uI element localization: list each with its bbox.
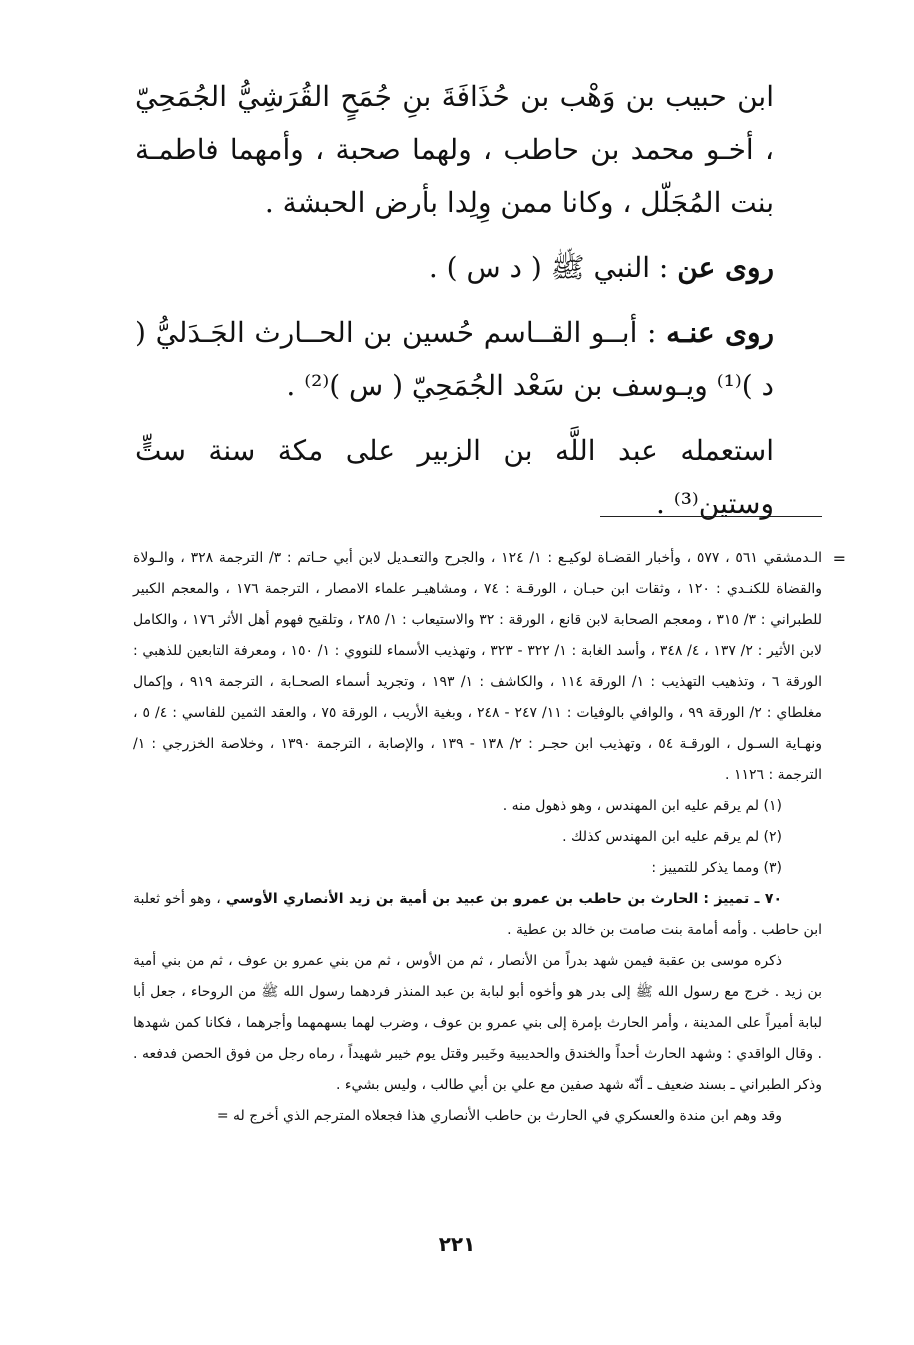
entry-head: الحارث بن حاطب بن عمرو بن عبيد بن أمية بن زيد الأنصاري الأوسي xyxy=(225,891,699,907)
entry-paragraph-2: ذكره موسى بن عقبة فيمن شهد بدراً من الأنصار ، ثم من الأوس ، ثم من بني عمرو بن عوف ، ثم من بني أمية بن زيد . خرج مع رسول الله ﷺ إلى بدر هو وأخوه أبو لبابة بن عبد المنذر فردهما رسول الله ﷺ من الروحاء ، جعل أبا لبابة أميراً على المدينة ، وأمر الحارث بإمرة إلى بني عمرو بن عوف ، وضرب لهما بسهمهما وأجرهما ، فكانا كمن شهدها . وقال الواقدي : وشهد الحارث أحداً والخندق والحديبية وخَيبر وقتل يوم خيبر شهيداً ، رماه رجل من فوق الحصن فدفعه . وذكر الطبراني ـ بسند ضعيف ـ أنّه شهد صفين مع علي بن أبي طالب ، وليس بشيء . xyxy=(133,953,822,1093)
distinction-entry xyxy=(133,884,822,946)
narrated-from-line xyxy=(135,241,774,294)
footnote-continuation-text: الـدمشقي ٥٦١ ، ٥٧٧ ، وأخبار القضـاة لوكيـع : ١/ ١٢٤ ، والجرح والتعـديل لابن أبي حـاتم : ٣/ الترجمة ٣٢٨ ، والـولاة والقضاة للكنـدي : ١٢٠ ، وثقات ابن حبـان ، الورقـة : ٧٤ ، ومشاهيـر علماء الامصار ، الترجمة ١٧٦ ، والمعجم الكبير للطبراني : ٣/ ٣١٥ ، ومعجم الصحابة لابن قانع ، الورقة : ٣٢ والاستيعاب : ١/ ٢٨٥ ، وتلقيح فهوم أهل الأثر ١٧٦ ، والكامل لابن الأثير : ٢/ ١٣٧ ، ٤/ ٣٤٨ ، وأسد الغابة : ١/ ٣٢٢ - ٣٢٣ ، وتهذيب الأسماء للنووي : ١/ ١٥٠ ، ومعرفة التابعين للذهبي : الورقة ٦ ، وتذهيب التهذيب : ١/ الورقة ١١٤ ، والكاشف : ١/ ١٩٣ ، وتجريد أسماء الصحـابة ، الترجمة ٩١٩ ، وإكمال مغلطاي : ٢/ الورقة ٩٩ ، والوافي بالوفيات : ١١/ ٢٤٧ - ٢٤٨ ، وبغية الأريب ، الورقة ٧٥ ، والعقد الثمين للفاسي : ٤/ ٥ ، ونهـاية السـول ، الورقـة ٥٤ ، وتهذيب ابن حجـر : ٢/ ١٣٨ - ١٣٩ ، والإصابة ، الترجمة ١٣٩٠ ، وخلاصة الخزرجي : ١/ الترجمة : ١١٢٦ . xyxy=(133,550,823,783)
narrated-by-line xyxy=(135,306,774,412)
footnote-continuation xyxy=(133,543,846,791)
entry-number: ٧٠ ـ تمييز : xyxy=(703,891,782,907)
narrated-by-label: روى عنـه xyxy=(666,316,774,349)
biography-paragraph-4: استعمله عبد اللَّه بن الزبير على مكة سنة ستٍّ وستين⁽³⁾ . xyxy=(135,434,774,520)
footnote-1: (١) لم يرقم عليه ابن المهندس ، وهو ذهول منه . xyxy=(502,798,782,814)
footnotes-section xyxy=(133,543,846,1132)
narrated-by-text: : أبــو القــاسم حُسين بن الحــارث الجَـدَليُّ ( د )⁽¹⁾ ويـوسف بن سَعْد الجُمَحِيّ ( س )⁽²⁾ . xyxy=(135,316,774,402)
footnote-3: (٣) ومما يذكر للتمييز : xyxy=(651,860,782,876)
entry-paragraph-3 xyxy=(133,1101,822,1132)
entry-rest: ، وهو أخو ثعلبة ابن حاطب . وأمه أمامة بنت صامت بن خالد بن عطية . xyxy=(133,891,822,938)
footnote-2: (٢) لم يرقم عليه ابن المهندس كذلك . xyxy=(562,829,782,845)
page-number: ٢٢١ xyxy=(438,1232,476,1256)
narrated-from-label: روى عن xyxy=(677,251,774,284)
biography-paragraph-1: ابن حبيب بن وَهْب بن حُذَافَةَ بنِ جُمَحٍ القُرَشِيُّ الجُمَحِيّ ، أخـو محمد بن حاطب ، ولهما صحبة ، وأمهما فاطمـة بنت المُجَلّل ، وكانا ممن وِلِدا بأرض الحبشة . xyxy=(135,80,774,219)
narrated-from-text: : النبي ﷺ ( د س ) . xyxy=(428,251,669,284)
footnote-divider xyxy=(600,516,822,517)
biography-text xyxy=(135,70,774,530)
end-continuation-mark: = xyxy=(216,1108,229,1124)
continuation-mark: = xyxy=(832,549,846,568)
entry-paragraph-3-text: وقد وهم ابن مندة والعسكري في الحارث بن حاطب الأنصاري هذا فجعلاه المترجم الذي أخرج له xyxy=(233,1108,782,1124)
